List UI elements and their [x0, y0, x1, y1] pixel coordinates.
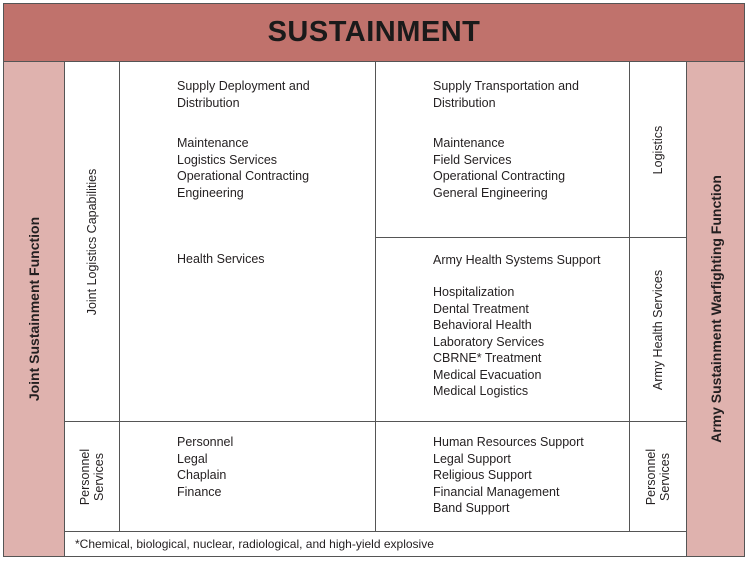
divider-line — [65, 421, 686, 422]
list-item: Dental Treatment — [433, 301, 529, 316]
footnote: *Chemical, biological, nuclear, radiological, and high-yield explosive — [65, 531, 686, 556]
list-item: Medical Evacuation — [433, 367, 542, 382]
list-item: Maintenance — [177, 136, 249, 150]
list-item: Legal — [177, 451, 208, 466]
list-item: Chaplain — [177, 468, 227, 482]
list-item: Behavioral Health — [433, 318, 532, 332]
joint-sustainment-label: Joint Sustainment Function — [26, 216, 42, 402]
list-item: Hospitalization — [433, 285, 515, 299]
list-item: Finance — [177, 484, 222, 499]
list-item: Engineering — [177, 185, 244, 200]
list-item: Supply Deployment and — [177, 79, 310, 93]
army-sustainment-label: Army Sustainment Warfighting Function — [707, 175, 724, 443]
list-item: Personnel — [177, 435, 234, 449]
army-supply-block — [433, 78, 579, 111]
list-item: Operational Contracting — [177, 169, 310, 183]
joint-personnel-block — [177, 434, 233, 500]
army-maintenance-block — [433, 135, 565, 201]
list-item: Religious Support — [433, 468, 532, 482]
diagram-title: SUSTAINMENT — [267, 16, 481, 48]
personnel-right-label: Personnel Services — [644, 448, 672, 505]
army-health-title — [433, 252, 600, 269]
personnel-left-label: Personnel Services — [78, 448, 106, 505]
joint-logistics-label: Joint Logistics Capabilities — [85, 168, 99, 315]
personnel-right-cell — [630, 422, 686, 531]
divider-line — [119, 62, 120, 531]
list-item: Human Resources Support — [433, 435, 584, 449]
list-item: Legal Support — [433, 451, 511, 466]
personnel-left-cell — [65, 422, 119, 531]
list-item: Operational Contracting — [433, 169, 566, 183]
list-item: CBRNE* Treatment — [433, 351, 542, 365]
list-item: Medical Logistics — [433, 384, 529, 398]
army-health-label: Army Health Services — [651, 269, 665, 390]
list-item: Army Health Systems Support — [433, 253, 601, 267]
joint-maintenance-block — [177, 135, 309, 201]
sustainment-diagram — [3, 3, 745, 557]
list-item: General Engineering — [433, 185, 548, 200]
army-personnel-block — [433, 434, 584, 517]
joint-supply-block — [177, 78, 310, 111]
army-sustainment-band — [686, 62, 744, 556]
list-item: Distribution — [433, 95, 496, 110]
list-item: Laboratory Services — [433, 334, 545, 349]
army-health-cell — [630, 238, 686, 421]
list-item: Supply Transportation and — [433, 79, 579, 93]
title-banner — [4, 4, 744, 62]
joint-sustainment-band — [4, 62, 65, 556]
divider-line — [375, 62, 376, 531]
logistics-cell — [630, 62, 686, 237]
list-item: Health Services — [177, 252, 265, 266]
list-item: Band Support — [433, 501, 510, 515]
list-item: Financial Management — [433, 484, 560, 499]
army-health-block — [433, 284, 544, 400]
logistics-label: Logistics — [651, 125, 665, 174]
joint-health-block — [177, 251, 265, 268]
list-item: Distribution — [177, 95, 240, 110]
list-item: Logistics Services — [177, 152, 278, 167]
joint-logistics-cell — [65, 62, 119, 421]
list-item: Maintenance — [433, 136, 505, 150]
list-item: Field Services — [433, 152, 512, 167]
